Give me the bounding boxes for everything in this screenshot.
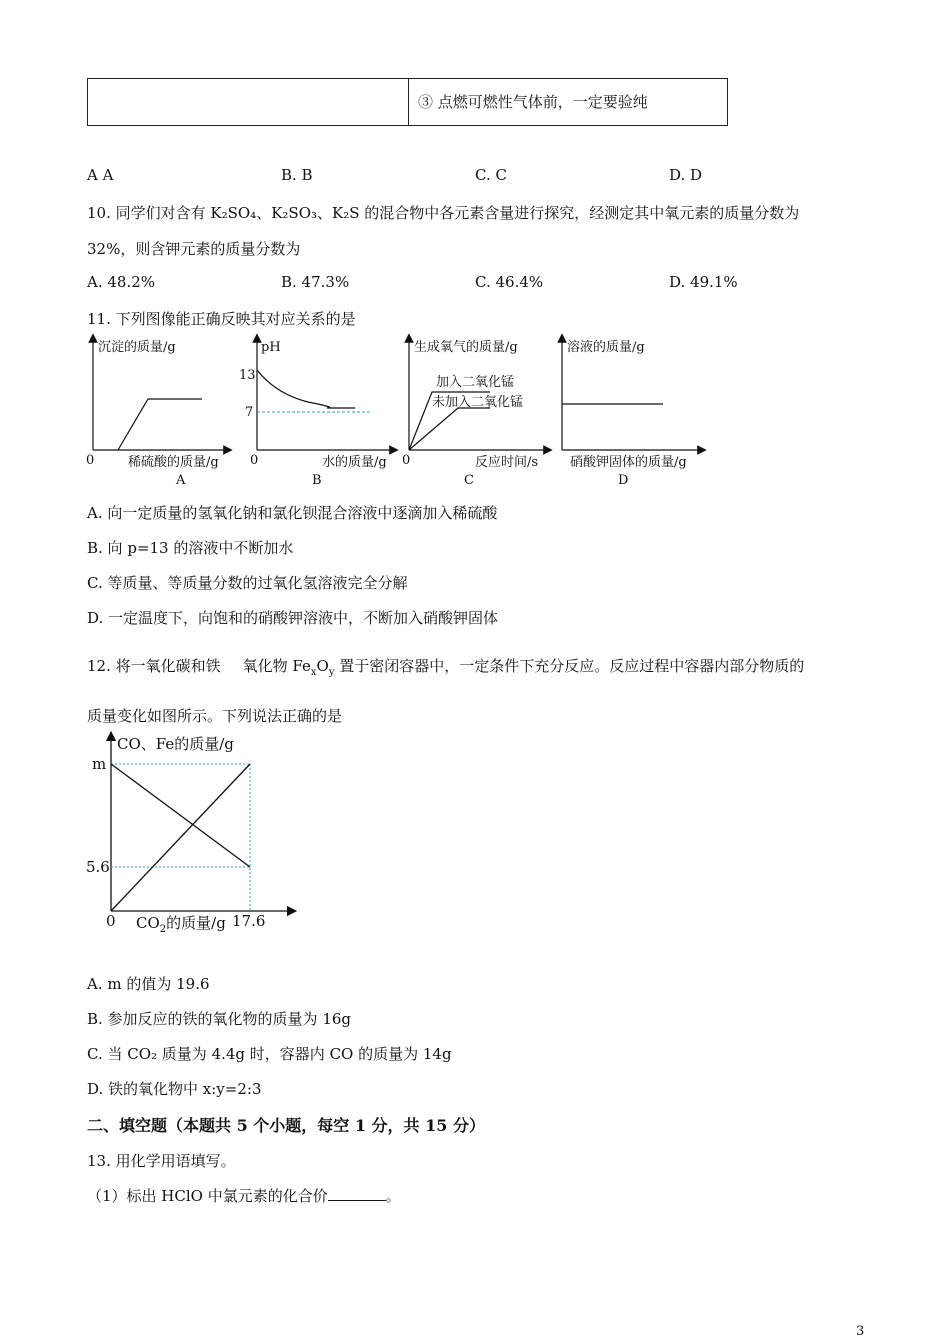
q12-co-line (111, 764, 250, 867)
options-table (87, 78, 728, 126)
graph-b-xlabel: 水的质量/g (322, 455, 387, 470)
q10-option-c: C. 46.4% (475, 273, 544, 291)
graph-c-label-mno2: 加入二氧化锰 (436, 375, 515, 390)
q12-ylabel: CO、Fe的质量/g (117, 735, 234, 753)
graph-b-tick-7: 7 (245, 405, 254, 420)
q12-tick-17-6: 17.6 (232, 912, 266, 930)
graph-b-tick-13: 13 (239, 368, 256, 383)
q12-graph (80, 728, 310, 938)
graph-c-origin: 0 (402, 453, 411, 468)
graph-b-ylabel: pH (261, 340, 281, 355)
graph-c-xlabel: 反应时间/s (475, 455, 539, 470)
q11-option-d: D. 一定温度下，向饱和的硝酸钾溶液中，不断加入硝酸钾固体 (87, 609, 499, 627)
q12-stem-part4: 置于密闭容器中，一定条件下充分反应。反应过程中容器内部分物质的 (334, 657, 805, 675)
q11-option-a: A. 向一定质量的氢氧化钠和氯化钡混合溶液中逐滴加入稀硫酸 (87, 504, 498, 522)
q12-stem-part1: 12. 将一氧化碳和铁 (87, 657, 221, 675)
q11-option-c: C. 等质量、等质量分数的过氧化氢溶液完全分解 (87, 574, 408, 592)
q10-option-d: D. 49.1% (669, 273, 738, 291)
graph-d (562, 338, 702, 488)
q10-stem-line2: 32%，则含钾元素的质量分数为 (87, 240, 301, 258)
q12-option-d: D. 铁的氧化物中 x:y=2:3 (87, 1080, 262, 1098)
q9-option-b: B. B (281, 166, 313, 184)
table-divider (408, 79, 409, 125)
q10-option-b: B. 47.3% (281, 273, 350, 291)
q12-xlabel: $CO_2$的质量/g (136, 914, 226, 935)
graph-c-ylabel: 生成氧气的质量/g (414, 340, 518, 355)
section-heading: 二、填空题（本题共 5 个小题，每空 1 分，共 15 分） (87, 1116, 485, 1135)
graph-d-ylabel: 溶液的质量/g (567, 340, 645, 355)
graph-a-ylabel: 沉淀的质量/g (98, 340, 176, 355)
q13-sub1-end: 。 (385, 1187, 401, 1205)
graph-b-letter: B (312, 473, 322, 488)
graph-a (86, 338, 228, 488)
q11-option-b: B. 向 p=13 的溶液中不断加水 (87, 539, 294, 557)
graph-c-letter: C (464, 473, 474, 488)
q9-option-d: D. D (669, 166, 703, 184)
graph-a-origin: 0 (86, 453, 95, 468)
q11-stem: 11. 下列图像能正确反映其对应关系的是 (87, 310, 356, 328)
q12-option-a: A. m 的值为 19.6 (87, 975, 210, 993)
q9-option-a: A A (87, 166, 114, 184)
q12-tick-5-6: 5.6 (86, 858, 110, 876)
graph-b-curve (257, 370, 355, 408)
q10-option-a: A. 48.2% (87, 273, 156, 291)
q12-stem-line2: 质量变化如图所示。下列说法正确的是 (87, 707, 343, 725)
q10-stem-line1: 10. 同学们对含有 K₂SO₄、K₂SO₃、K₂S 的混合物中各元素含量进行探究，经测定其中氧元素的质量分数为 (87, 204, 800, 222)
graph-a-line (118, 399, 202, 450)
graph-c-label-no-mno2: 未加入二氧化锰 (432, 395, 524, 410)
q12-sub-x: x (310, 667, 317, 678)
q12-stem-part3: O (316, 657, 329, 675)
q12-option-c: C. 当 CO₂ 质量为 4.4g 时，容器内 CO 的质量为 14g (87, 1045, 452, 1063)
q12-stem-line1 (87, 655, 804, 678)
q12-fe-line (111, 764, 250, 911)
q12-option-b: B. 参加反应的铁的氧化物的质量为 16g (87, 1010, 352, 1028)
q12-origin: 0 (106, 912, 116, 930)
q13-sub1 (87, 1185, 401, 1206)
graph-a-letter: A (176, 473, 186, 488)
graph-d-xlabel: 硝酸钾固体的质量/g (570, 455, 687, 470)
q12-sub-y: y (328, 667, 335, 678)
graph-d-letter: D (618, 473, 629, 488)
page-number: 3 (856, 1324, 865, 1339)
graph-b (239, 338, 394, 488)
q9-option-c: C. C (475, 166, 507, 184)
q12-tick-m: m (92, 755, 107, 773)
graph-c-line-no-mno2 (409, 408, 490, 450)
graph-b-origin: 0 (250, 453, 259, 468)
table-cell-3: ③ 点燃可燃性气体前，一定要验纯 (418, 93, 648, 111)
graph-a-xlabel: 稀硫酸的质量/g (128, 455, 219, 470)
q13-stem: 13. 用化学用语填写。 (87, 1152, 236, 1170)
q13-sub1-text: （1）标出 HClO 中氯元素的化合价 (87, 1187, 328, 1205)
q11-graphs (80, 330, 710, 490)
q12-stem-part2: 氧化物 Fe (242, 657, 311, 675)
q13-sub1-blank[interactable] (328, 1186, 386, 1201)
graph-c (402, 338, 548, 488)
